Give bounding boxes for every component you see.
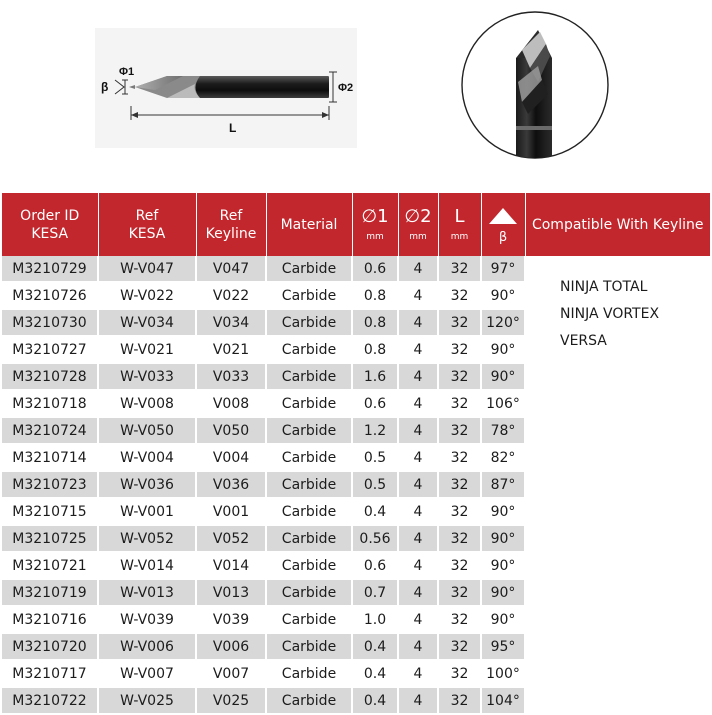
cell-ref-kesa: W-V039: [98, 606, 196, 633]
cell-l: 32: [438, 498, 481, 525]
cell-ref-kesa: W-V008: [98, 390, 196, 417]
cell-angle: 90°: [481, 525, 525, 552]
cell-order-id: M3210721: [2, 552, 98, 579]
cell-order-id: M3210726: [2, 282, 98, 309]
cell-order-id: M3210729: [2, 256, 98, 282]
compatible-item: VERSA: [560, 333, 607, 349]
col-header-d1: ∅1 mm: [352, 193, 398, 256]
cell-order-id: M3210725: [2, 525, 98, 552]
cell-ref-kesa: W-V013: [98, 579, 196, 606]
cell-d1: 1.0: [352, 606, 398, 633]
cell-ref-keyline: V052: [196, 525, 266, 552]
cell-ref-keyline: V014: [196, 552, 266, 579]
cell-order-id: M3210728: [2, 363, 98, 390]
col-header-compatible: Compatible With Keyline: [525, 193, 710, 256]
cell-order-id: M3210727: [2, 336, 98, 363]
phi1-label: Φ1: [119, 66, 135, 78]
cell-ref-keyline: V022: [196, 282, 266, 309]
cell-material: Carbide: [266, 444, 352, 471]
cell-d2: 4: [398, 282, 438, 309]
cell-order-id: M3210715: [2, 498, 98, 525]
cell-order-id: M3210714: [2, 444, 98, 471]
cell-ref-keyline: V006: [196, 633, 266, 660]
cell-d1: 0.7: [352, 579, 398, 606]
cell-ref-keyline: V036: [196, 471, 266, 498]
cell-ref-kesa: W-V006: [98, 633, 196, 660]
cell-angle: 90°: [481, 498, 525, 525]
cell-d2: 4: [398, 363, 438, 390]
cell-d1: 0.5: [352, 471, 398, 498]
cell-ref-keyline: V013: [196, 579, 266, 606]
cell-material: Carbide: [266, 363, 352, 390]
cell-ref-keyline: V007: [196, 660, 266, 687]
table-body: [2, 256, 710, 714]
cell-l: 32: [438, 633, 481, 660]
cell-material: Carbide: [266, 579, 352, 606]
cell-d2: 4: [398, 687, 438, 714]
cell-order-id: M3210722: [2, 687, 98, 714]
cell-angle: 95°: [481, 633, 525, 660]
cell-ref-keyline: V021: [196, 336, 266, 363]
drill-tip-image: [452, 10, 618, 160]
cell-material: Carbide: [266, 417, 352, 444]
cell-d2: 4: [398, 633, 438, 660]
cell-angle: 90°: [481, 336, 525, 363]
col-header-length: L mm: [438, 193, 481, 256]
cell-d2: 4: [398, 417, 438, 444]
cell-angle: 100°: [481, 660, 525, 687]
cell-order-id: M3210730: [2, 309, 98, 336]
cell-l: 32: [438, 525, 481, 552]
col-header-angle: β: [481, 193, 525, 256]
cell-ref-keyline: V025: [196, 687, 266, 714]
drill-drawing: [95, 28, 357, 148]
cell-d1: 1.2: [352, 417, 398, 444]
cell-order-id: M3210720: [2, 633, 98, 660]
cell-d2: 4: [398, 444, 438, 471]
cell-angle: 90°: [481, 282, 525, 309]
diameter-icon: ∅2: [404, 205, 432, 227]
cell-ref-keyline: V033: [196, 363, 266, 390]
cell-material: Carbide: [266, 309, 352, 336]
cell-d1: 1.6: [352, 363, 398, 390]
cell-ref-kesa: W-V021: [98, 336, 196, 363]
cell-l: 32: [438, 309, 481, 336]
cell-d2: 4: [398, 660, 438, 687]
cell-l: 32: [438, 390, 481, 417]
cell-ref-kesa: W-V034: [98, 309, 196, 336]
compatible-item: NINJA TOTAL: [560, 279, 648, 295]
cell-d1: 0.4: [352, 633, 398, 660]
cell-order-id: M3210718: [2, 390, 98, 417]
cell-d1: 0.6: [352, 390, 398, 417]
cell-material: Carbide: [266, 660, 352, 687]
cell-order-id: M3210724: [2, 417, 98, 444]
table-row: [2, 256, 710, 282]
col-header-ref-kesa: Ref KESA: [98, 193, 196, 256]
cell-material: Carbide: [266, 256, 352, 282]
cell-l: 32: [438, 660, 481, 687]
cell-ref-kesa: W-V036: [98, 471, 196, 498]
cell-material: Carbide: [266, 606, 352, 633]
cell-d2: 4: [398, 336, 438, 363]
cell-l: 32: [438, 256, 481, 282]
cell-order-id: M3210716: [2, 606, 98, 633]
beta-label: β: [101, 80, 109, 94]
cell-l: 32: [438, 687, 481, 714]
cell-d2: 4: [398, 390, 438, 417]
cell-angle: 82°: [481, 444, 525, 471]
col-header-material: Material: [266, 193, 352, 256]
cell-d2: 4: [398, 256, 438, 282]
specification-table: [2, 193, 711, 715]
cell-d1: 0.4: [352, 687, 398, 714]
cell-material: Carbide: [266, 471, 352, 498]
cell-d1: 0.6: [352, 256, 398, 282]
cell-material: Carbide: [266, 390, 352, 417]
cell-angle: 78°: [481, 417, 525, 444]
cell-angle: 90°: [481, 579, 525, 606]
col-header-order-id: Order ID KESA: [2, 193, 98, 256]
cell-angle: 104°: [481, 687, 525, 714]
cell-d1: 0.4: [352, 660, 398, 687]
cell-ref-keyline: V008: [196, 390, 266, 417]
cell-ref-keyline: V001: [196, 498, 266, 525]
table-header-row: [2, 193, 710, 256]
cell-l: 32: [438, 579, 481, 606]
cell-ref-keyline: V034: [196, 309, 266, 336]
cell-d1: 0.6: [352, 552, 398, 579]
cell-ref-kesa: W-V007: [98, 660, 196, 687]
cell-ref-keyline: V047: [196, 256, 266, 282]
cell-ref-kesa: W-V004: [98, 444, 196, 471]
cell-l: 32: [438, 336, 481, 363]
cell-angle: 87°: [481, 471, 525, 498]
cell-order-id: M3210723: [2, 471, 98, 498]
cell-l: 32: [438, 363, 481, 390]
diameter-icon: ∅1: [361, 205, 389, 227]
cell-l: 32: [438, 606, 481, 633]
cell-l: 32: [438, 552, 481, 579]
cell-angle: 97°: [481, 256, 525, 282]
compatible-item: NINJA VORTEX: [560, 306, 660, 322]
cell-ref-kesa: W-V022: [98, 282, 196, 309]
cell-material: Carbide: [266, 687, 352, 714]
cell-d2: 4: [398, 471, 438, 498]
length-label: L: [229, 121, 237, 135]
cell-d1: 0.8: [352, 282, 398, 309]
cell-ref-keyline: V050: [196, 417, 266, 444]
cell-l: 32: [438, 282, 481, 309]
cell-d2: 4: [398, 309, 438, 336]
cell-d1: 0.8: [352, 336, 398, 363]
tool-tip-closeup: [452, 10, 618, 160]
cell-material: Carbide: [266, 498, 352, 525]
col-header-d2: ∅2 mm: [398, 193, 438, 256]
cell-material: Carbide: [266, 336, 352, 363]
cell-d2: 4: [398, 552, 438, 579]
cell-ref-kesa: W-V014: [98, 552, 196, 579]
cell-d1: 0.56: [352, 525, 398, 552]
cell-d2: 4: [398, 525, 438, 552]
cell-d1: 0.5: [352, 444, 398, 471]
cell-l: 32: [438, 417, 481, 444]
cell-material: Carbide: [266, 525, 352, 552]
cell-ref-kesa: W-V052: [98, 525, 196, 552]
cell-ref-keyline: V004: [196, 444, 266, 471]
cell-ref-keyline: V039: [196, 606, 266, 633]
phi2-label: Φ2: [338, 82, 354, 94]
cell-d2: 4: [398, 606, 438, 633]
tool-dimension-diagram: [95, 28, 357, 148]
cell-d2: 4: [398, 579, 438, 606]
cell-ref-kesa: W-V033: [98, 363, 196, 390]
cell-material: Carbide: [266, 552, 352, 579]
cell-ref-kesa: W-V025: [98, 687, 196, 714]
cell-ref-kesa: W-V001: [98, 498, 196, 525]
point-angle-icon: [485, 204, 521, 226]
cell-angle: 90°: [481, 606, 525, 633]
cell-d2: 4: [398, 498, 438, 525]
cell-angle: 90°: [481, 552, 525, 579]
cell-angle: 106°: [481, 390, 525, 417]
col-header-ref-keyline: Ref Keyline: [196, 193, 266, 256]
cell-order-id: M3210719: [2, 579, 98, 606]
cell-order-id: M3210717: [2, 660, 98, 687]
compatible-list: [525, 256, 710, 714]
cell-angle: 90°: [481, 363, 525, 390]
cell-d1: 0.4: [352, 498, 398, 525]
cell-ref-kesa: W-V047: [98, 256, 196, 282]
cell-angle: 120°: [481, 309, 525, 336]
cell-l: 32: [438, 471, 481, 498]
cell-ref-kesa: W-V050: [98, 417, 196, 444]
cell-d1: 0.8: [352, 309, 398, 336]
cell-material: Carbide: [266, 633, 352, 660]
cell-material: Carbide: [266, 282, 352, 309]
cell-l: 32: [438, 444, 481, 471]
